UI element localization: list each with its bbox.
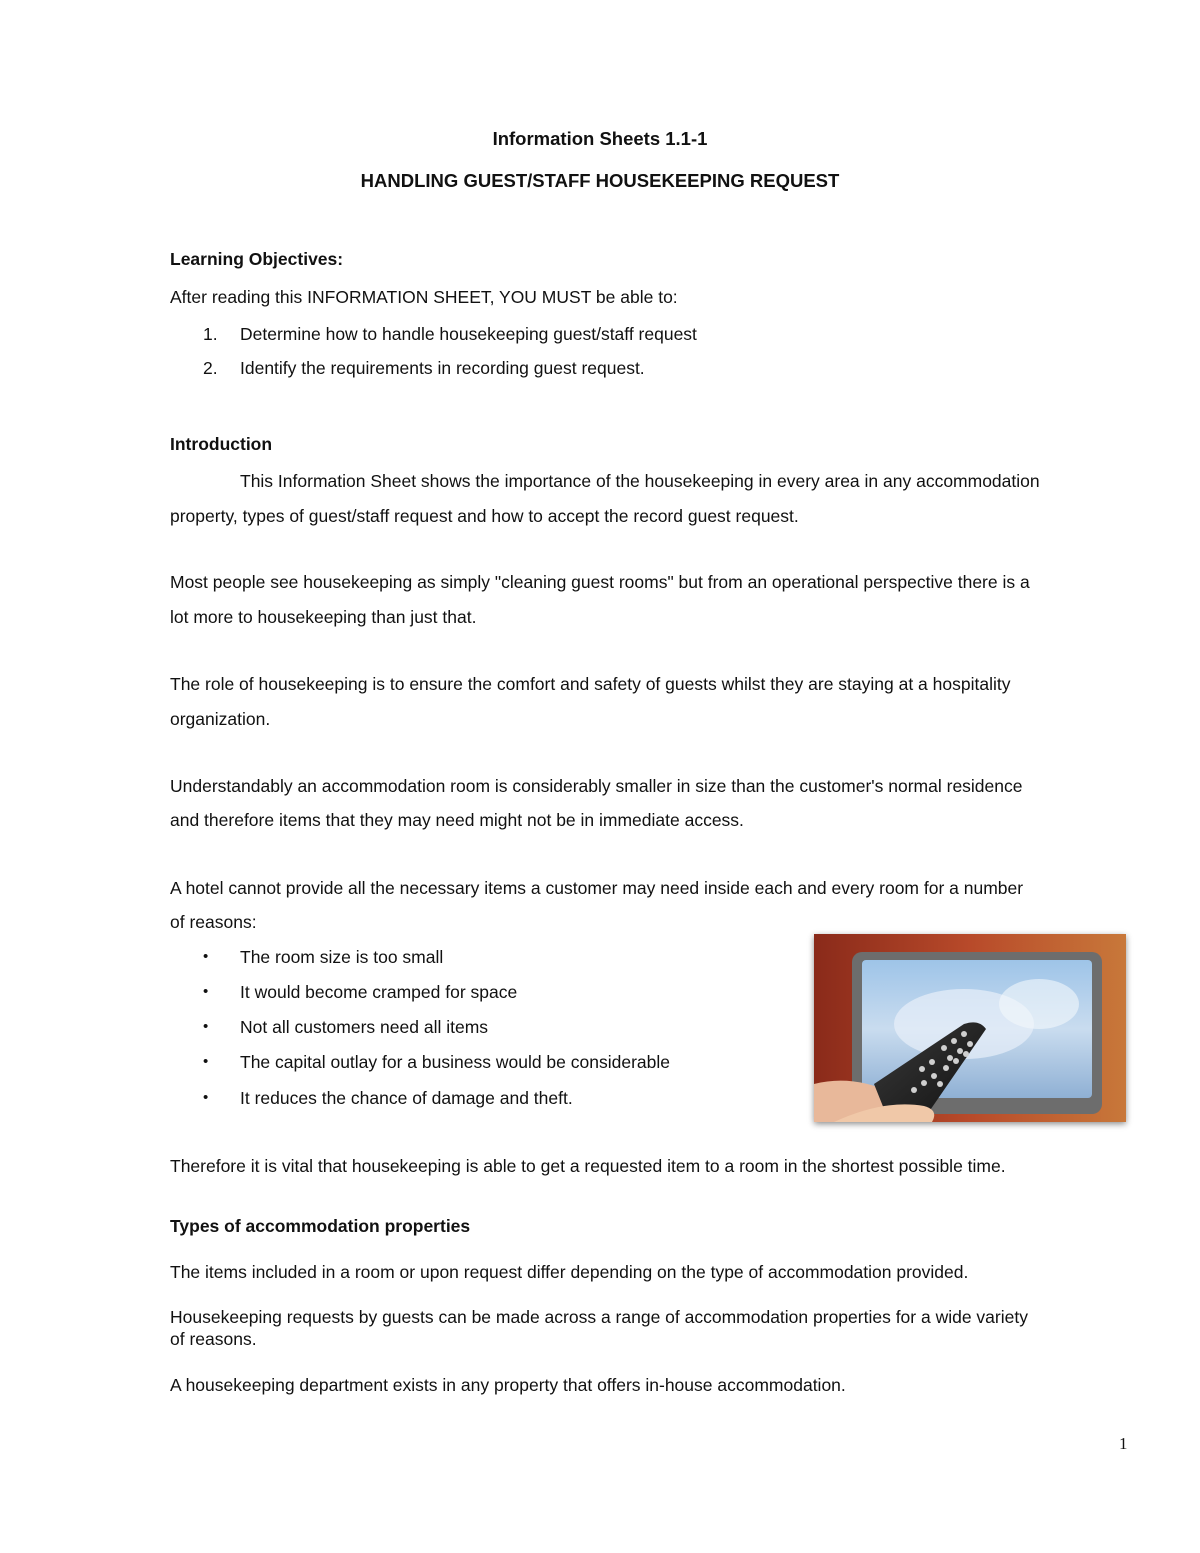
list-item: The capital outlay for a business would be considerable [240, 1052, 670, 1072]
objectives-heading: Learning Objectives: [170, 249, 344, 269]
paragraph-line: Housekeeping requests by guests can be made across a range of accommodation properties for a wide variety [170, 1307, 1028, 1327]
paragraph-line: property, types of guest/staff request and how to accept the record guest request. [170, 506, 799, 526]
document-subtitle: HANDLING GUEST/STAFF HOUSEKEEPING REQUEST [360, 170, 840, 191]
list-item-number: 2. [203, 358, 218, 378]
paragraph-line: of reasons. [170, 1329, 257, 1349]
paragraph-line: A housekeeping department exists in any property that offers in-house accommodation. [170, 1375, 846, 1395]
paragraph-line: of reasons: [170, 912, 257, 932]
bullet-icon: • [203, 948, 209, 965]
paragraph-line: organization. [170, 709, 271, 729]
paragraph-line: lot more to housekeeping than just that. [170, 607, 477, 627]
list-item-number: 1. [203, 324, 218, 344]
list-item: Identify the requirements in recording guest request. [240, 358, 645, 378]
tv-remote-photo [814, 934, 1126, 1122]
list-item: Not all customers need all items [240, 1017, 489, 1037]
types-heading: Types of accommodation properties [170, 1216, 471, 1236]
document-title: Information Sheets 1.1-1 [492, 128, 708, 149]
bullet-icon: • [203, 1089, 209, 1106]
objectives-intro: After reading this INFORMATION SHEET, YOU MUST be able to: [170, 287, 678, 307]
paragraph-line: A hotel cannot provide all the necessary items a customer may need inside each and every room for a number [170, 878, 1024, 898]
list-item: The room size is too small [240, 947, 444, 967]
paragraph-line: Understandably an accommodation room is considerably smaller in size than the customer's normal residence [170, 776, 1023, 796]
list-item: Determine how to handle housekeeping guest/staff request [240, 324, 697, 344]
introduction-heading: Introduction [170, 434, 273, 454]
bullet-icon: • [203, 983, 209, 1000]
bullet-icon: • [203, 1018, 209, 1035]
list-item: It reduces the chance of damage and theft. [240, 1088, 573, 1108]
paragraph-line: This Information Sheet shows the importance of the housekeeping in every area in any accommodation [240, 471, 1040, 491]
list-item: It would become cramped for space [240, 982, 518, 1002]
paragraph-line: and therefore items that they may need might not be in immediate access. [170, 810, 744, 830]
paragraph-line: The items included in a room or upon request differ depending on the type of accommodation provided. [170, 1262, 969, 1282]
page-number: 1 [1119, 1434, 1128, 1453]
paragraph-line: The role of housekeeping is to ensure the comfort and safety of guests whilst they are staying at a hospitality [170, 674, 1011, 694]
bullet-icon: • [203, 1053, 209, 1070]
paragraph-line: Most people see housekeeping as simply "cleaning guest rooms" but from an operational perspective there is a [170, 572, 1030, 592]
paragraph-line: Therefore it is vital that housekeeping is able to get a requested item to a room in the shortest possible time. [170, 1156, 1006, 1176]
